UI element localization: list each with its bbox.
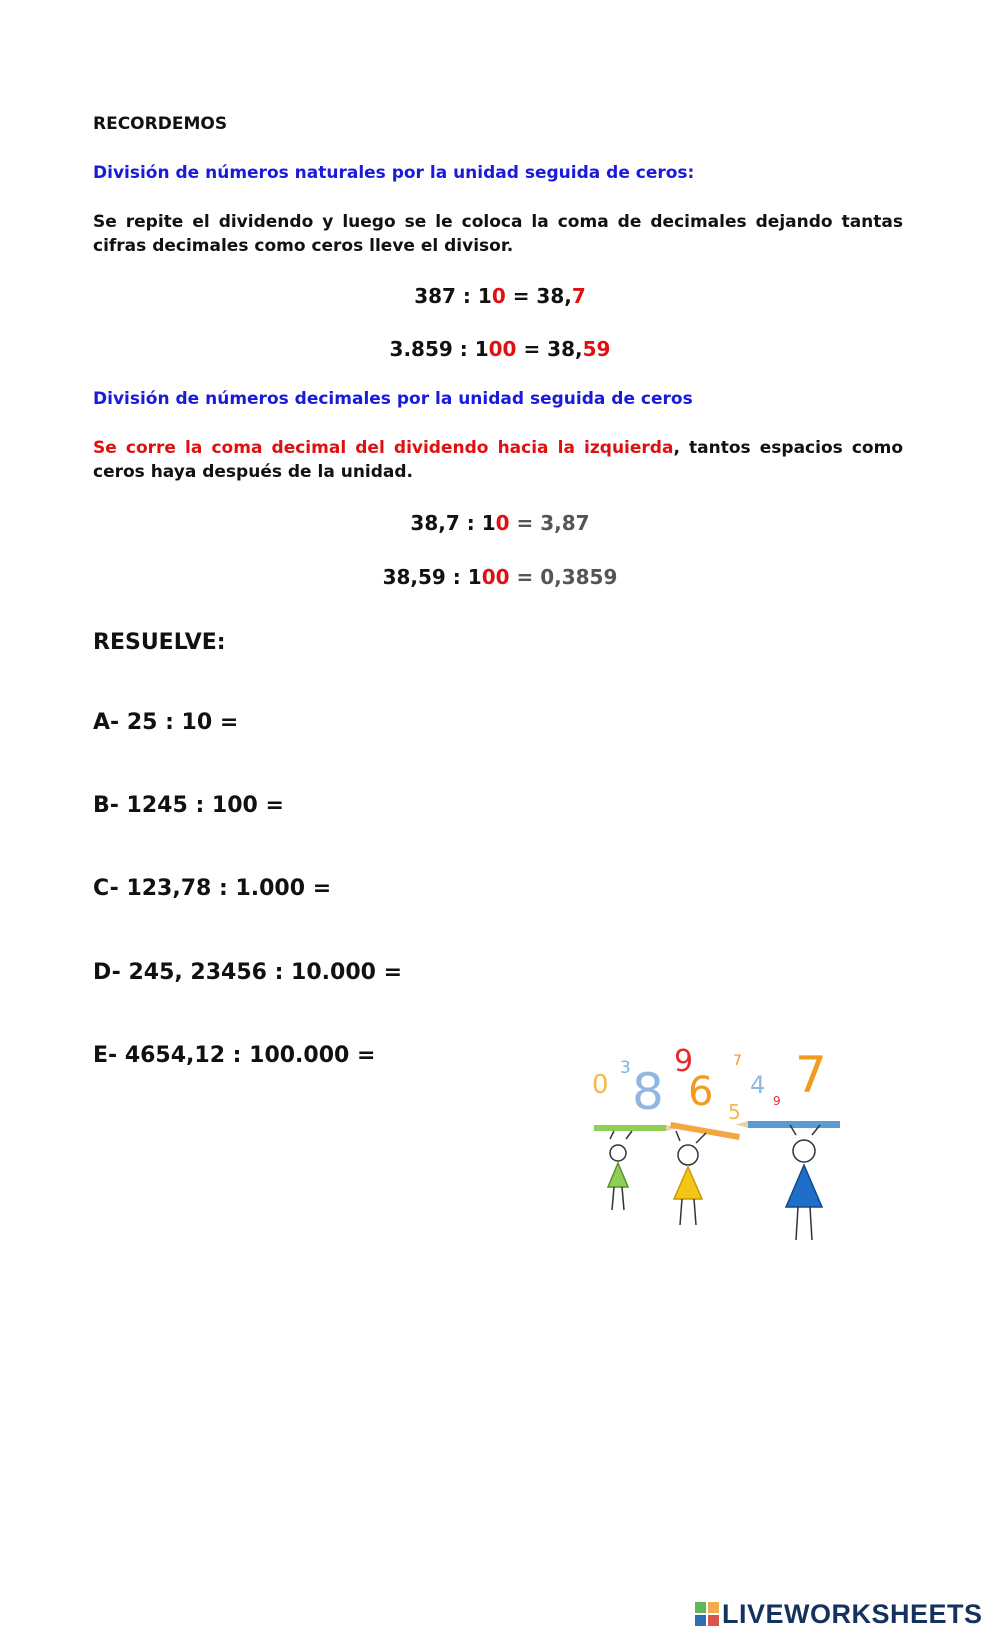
digit-5: 5 [728, 1100, 741, 1124]
section1-title: División de números naturales por la unidad seguida de ceros: [93, 163, 695, 183]
exercise-c: C- 123,78 : 1.000 = [93, 876, 332, 901]
liveworksheets-brand [695, 1598, 983, 1630]
brand-name: LIVEWORKSHEETS [722, 1598, 983, 1629]
child-yellow-dress [674, 1131, 706, 1225]
pencil-orange-icon [670, 1122, 740, 1140]
digit-7-small: 7 [733, 1053, 742, 1069]
section2-text-rest: , tantos espacios como ceros haya después de la unidad. [93, 438, 904, 482]
page-heading: RECORDEMOS [93, 114, 228, 134]
example-2-equals: = 38, [516, 337, 583, 361]
digit-4: 4 [750, 1071, 766, 1099]
pencil-blue-icon [736, 1121, 840, 1128]
digit-9-small: 9 [773, 1094, 781, 1108]
example-1-zeros: 0 [491, 284, 506, 308]
example-1 [0, 284, 1000, 308]
example-4-dividend: 38,59 : 1 [382, 565, 482, 589]
example-2-zeros: 00 [488, 337, 517, 361]
section2-title: División de números decimales por la unidad seguida de ceros [93, 389, 693, 409]
example-3-dividend: 38,7 : 1 [410, 511, 496, 535]
exercise-e: E- 4654,12 : 100.000 = [93, 1043, 376, 1068]
exercise-a: A- 25 : 10 = [93, 710, 239, 735]
exercise-d: D- 245, 23456 : 10.000 = [93, 960, 403, 985]
digit-3: 3 [620, 1058, 631, 1078]
digit-0: 0 [592, 1070, 609, 1100]
child-blue-dress [786, 1125, 822, 1240]
example-3-result: = 3,87 [509, 511, 590, 535]
section1-text: Se repite el dividendo y luego se le coloca la coma de decimales dejando tantas cifras decimales como ceros lleve el divisor. [93, 212, 903, 256]
example-1-equals: = 38, [505, 284, 572, 308]
section2-text [93, 436, 903, 484]
digit-8: 8 [632, 1063, 664, 1121]
child-green-dress [608, 1131, 632, 1210]
example-2-dividend: 3.859 : 1 [389, 337, 489, 361]
example-4-zeros: 00 [481, 565, 510, 589]
example-4 [0, 565, 1000, 589]
exercise-b: B- 1245 : 100 = [93, 793, 284, 818]
example-2-decimals: 59 [582, 337, 611, 361]
digit-9: 9 [674, 1044, 694, 1079]
liveworksheets-logo-icon [695, 1602, 719, 1626]
digit-7: 7 [795, 1046, 827, 1104]
children-numbers-illustration [590, 1035, 860, 1250]
pencil-green-icon [594, 1125, 678, 1131]
digit-6: 6 [688, 1069, 714, 1115]
example-2 [0, 337, 1000, 361]
example-1-decimals: 7 [571, 284, 586, 308]
section2-text-highlight: Se corre la coma decimal del dividendo hacia la izquierda [93, 438, 674, 458]
example-3 [0, 511, 1000, 535]
example-1-dividend: 387 : 1 [414, 284, 492, 308]
resuelve-heading: RESUELVE: [93, 630, 226, 655]
example-4-result: = 0,3859 [509, 565, 618, 589]
example-3-zeros: 0 [495, 511, 510, 535]
